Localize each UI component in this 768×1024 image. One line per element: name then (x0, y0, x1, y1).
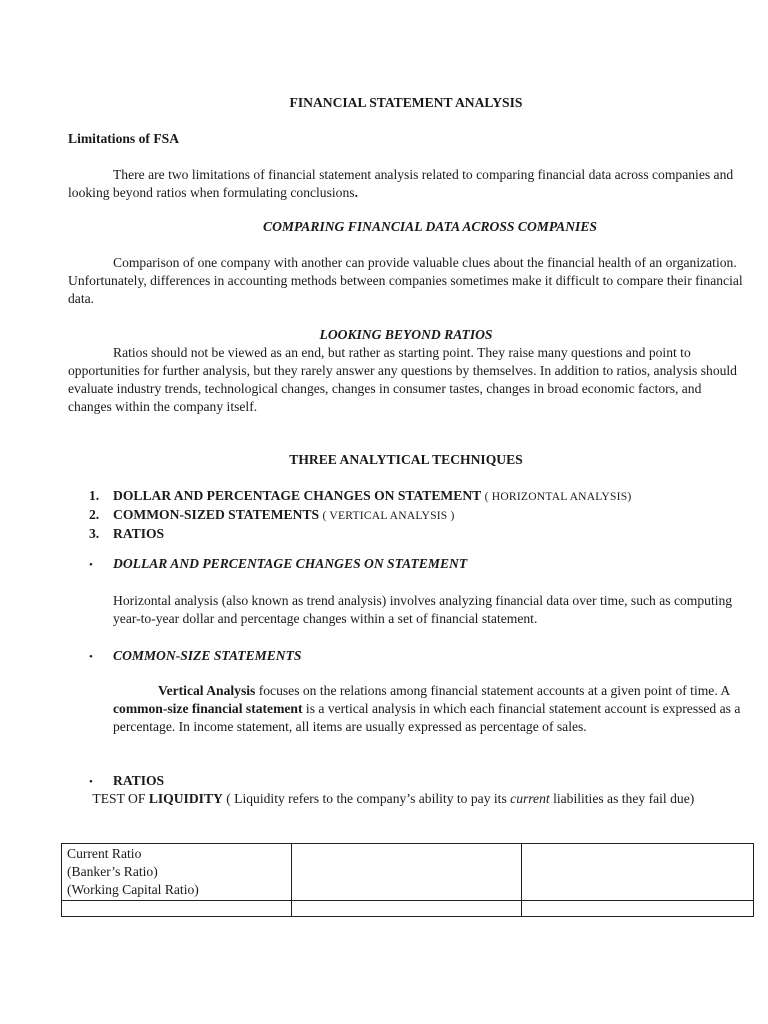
horizontal-heading-row (89, 555, 467, 574)
cell-line: Current Ratio (67, 846, 142, 861)
comparing-paragraph: Comparison of one company with another can provide valuable clues about the financial health of an organization. Unfortunately, differences in accounting methods between companies sometimes make it difficult to compare their financial data. (68, 255, 743, 306)
technique-item-1 (89, 487, 749, 506)
table-cell (62, 901, 292, 917)
common-size-heading-row (89, 647, 301, 666)
ratios-heading-row (89, 772, 164, 791)
technique-note: ( VERTICAL ANALYSIS ) (322, 509, 455, 522)
technique-number: 1. (89, 488, 100, 503)
limitations-heading: Limitations of FSA (68, 131, 180, 146)
beyond-heading: LOOKING BEYOND RATIOS (319, 327, 493, 342)
bullet-icon: • (89, 776, 93, 788)
limitations-paragraph (68, 166, 744, 202)
ratios-heading: RATIOS (113, 773, 165, 788)
document-title: FINANCIAL STATEMENT ANALYSIS (289, 95, 523, 110)
horizontal-paragraph: Horizontal analysis (also known as trend analysis) involves analyzing financial data over time, such as computing year-to-year dollar and percentage changes within a set of financial statement. (113, 593, 733, 626)
limitations-text: There are two limitations of financial statement analysis related to comparing financial data across companies and looking beyond ratios when formulating conclusions (68, 167, 734, 200)
liquidity-ratio-table (61, 843, 754, 917)
technique-label: DOLLAR AND PERCENTAGE CHANGES ON STATEMENT (113, 488, 482, 503)
techniques-list (89, 487, 749, 543)
horizontal-heading: DOLLAR AND PERCENTAGE CHANGES ON STATEMENT (113, 556, 468, 571)
technique-item-2 (89, 506, 749, 525)
technique-note: ( HORIZONTAL ANALYSIS) (484, 490, 632, 503)
cell-line: (Working Capital Ratio) (67, 882, 199, 897)
table-cell (292, 844, 522, 901)
common-size-paragraph (113, 682, 744, 736)
beyond-paragraph: Ratios should not be viewed as an end, but rather as starting point. They raise many questions and point to opportunities for further analysis, but they rarely answer any questions by themselves. In addition to ratios, analysis should evaluate industry trends, technological changes, changes in consumer tastes, changes in broad economic factors, and changes within the company itself. (68, 345, 737, 414)
table-cell (522, 901, 754, 917)
table-cell (522, 844, 754, 901)
liquidity-text-2: liabilities as they fail due) (549, 791, 695, 806)
table-cell-current-ratio (62, 844, 292, 901)
liquidity-paragraph (89, 790, 744, 808)
technique-number: 3. (89, 526, 100, 541)
technique-number: 2. (89, 507, 100, 522)
table-row (62, 844, 754, 901)
comparing-heading: COMPARING FINANCIAL DATA ACROSS COMPANIES (263, 219, 597, 234)
bullet-icon: • (89, 651, 93, 663)
common-size-term: common-size financial statement (113, 701, 303, 716)
cell-line: (Banker’s Ratio) (67, 864, 158, 879)
limitations-period: . (354, 185, 358, 200)
technique-label: RATIOS (113, 526, 165, 541)
technique-item-3 (89, 525, 749, 543)
bullet-icon: • (89, 559, 93, 571)
techniques-heading: THREE ANALYTICAL TECHNIQUES (289, 452, 523, 467)
common-size-text-2: is a vertical analysis in which each financial statement account is expressed as a percentage. In income statement, all items are usually expressed as percentage of sales. (113, 701, 741, 734)
liquidity-text-1: ( Liquidity refers to the company’s ability to pay its (222, 791, 511, 806)
table-cell (292, 901, 522, 917)
liquidity-term: LIQUIDITY (148, 791, 223, 806)
common-size-text-1: focuses on the relations among financial statement accounts at a given point of time. A (255, 683, 730, 698)
common-size-heading: COMMON-SIZE STATEMENTS (113, 648, 302, 663)
technique-label: COMMON-SIZED STATEMENTS (113, 507, 320, 522)
table-row (62, 901, 754, 917)
vertical-analysis-term: Vertical Analysis (158, 683, 256, 698)
liquidity-current: current (510, 791, 550, 806)
liquidity-prefix: TEST OF (89, 791, 149, 806)
